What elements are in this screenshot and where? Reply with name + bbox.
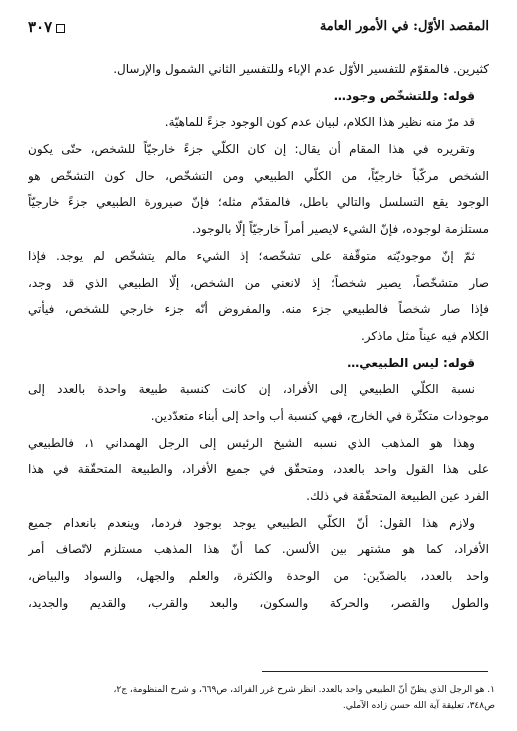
text-line: الكلام فيه عيناً مثل ماذكر. (360, 328, 489, 343)
text-line: الأفراد، كما هو مشتهر بين الألسن. كما أنّ هذا المذهب مستلزم لاتّصاف أمر (28, 542, 489, 557)
header-page-number (28, 16, 69, 38)
text-line: نسبة الكلّي الطبيعي إلى الأفراد، إن كانت كنسبة طبيعة واحدة بالعدد إلى (28, 382, 475, 397)
square-ornament-icon (56, 24, 65, 33)
running-header (28, 16, 489, 38)
text-line: وهذا هو المذهب الذي نسبه الشيخ الرئيس إلى الرجل الهمداني ١، فالطبيعي (28, 435, 475, 450)
text-line: موجودات متكثّرة في الخارج، فهي كنسبة أب واحد إلى أبناء متعدّدين. (150, 408, 489, 423)
section-heading: قوله: وللتشخّص وجود… (333, 88, 475, 103)
text-line: والطول والقصر، والحركة والسكون، والبعد والقرب، والقديم والجديد، (28, 595, 489, 610)
text-line: ثمّ إنّ موجوديّته متوقّفة على تشخّصه؛ إذ الشيء مالم يتشخّص لم يوجد. فإذا (28, 248, 475, 263)
body-text (28, 56, 489, 616)
text-line: كثيرين. فالمقوّم للتفسير الأوّل عدم الإباء وللتفسير الثاني الشمول والإرسال. (113, 62, 489, 76)
text-line: الفرد عين الطبيعة المتحقّقة في ذلك. (306, 489, 489, 503)
text-line: الشخص مركّباً خارجيّاً، من الكلّي الطبيعي ومن التشخّص، حال كون التشخّص هو (28, 168, 489, 183)
text-line: مستلزمة لوجوده، فإنّ الشيء لايصير أمراً خارجيّاً إلّا بالوجود. (191, 222, 489, 237)
text-line: الوجود يقع التسلسل والتالي باطل، فالمقدّم مثله؛ فإنّ صيرورة الطبيعي جزءً خارجيّاً (28, 195, 489, 210)
footnote-line-2: ص٣٤٨، تعليقة آية الله حسن زاده الآملي. (342, 701, 495, 711)
header-title: المقصد الأوّل: في الأمور العامة (319, 19, 489, 34)
text-line: فإذا صار شخصاً فالطبيعي جزء منه. والمفروض أنّه جزء خارجي للشخص، فيأتي (28, 302, 489, 317)
text-line: صار متشخّصاً، يصير شخصاً؛ إذ لانعني من الشخص، إلّا الطبيعي الذي قد وجد، (28, 275, 489, 290)
text-line: ولازم هذا القول: أنّ الكلّي الطبيعي يوجد بوجود فردما، وينعدم بانعدام جميع (28, 515, 475, 530)
page-number: ٣٠٧ (28, 18, 53, 36)
text-line: وتقريره في هذا المقام أن يقال: إن كان الكلّي جزءً خارجيّاً للشخص، حتّى يكون (28, 142, 475, 157)
text-line: قد مرّ منه نظير هذا الكلام، لبيان عدم كون الوجود جزءً للماهيّة. (164, 115, 475, 130)
text-line: على هذا القول واحد بالعدد، ومتحقّق في جميع الأفراد، والطبيعة المتحقّقة في هذا (28, 462, 489, 477)
text-line: واحد بالعدد، بالضدّين: من الوحدة والكثرة، والعلم والجهل، والسواد والبياض، (28, 569, 489, 584)
footnote (28, 682, 495, 714)
footnote-separator (262, 671, 488, 672)
footnote-line-1: ١. هو الرجل الذي يظنّ أنّ الطبيعي واحد بالعدد. انظر شرح غرر الفرائد، ص٦٦٩، و شرح المنظومة، ج٢، (113, 685, 495, 695)
section-heading: قوله: ليس الطبيعي… (347, 355, 475, 370)
